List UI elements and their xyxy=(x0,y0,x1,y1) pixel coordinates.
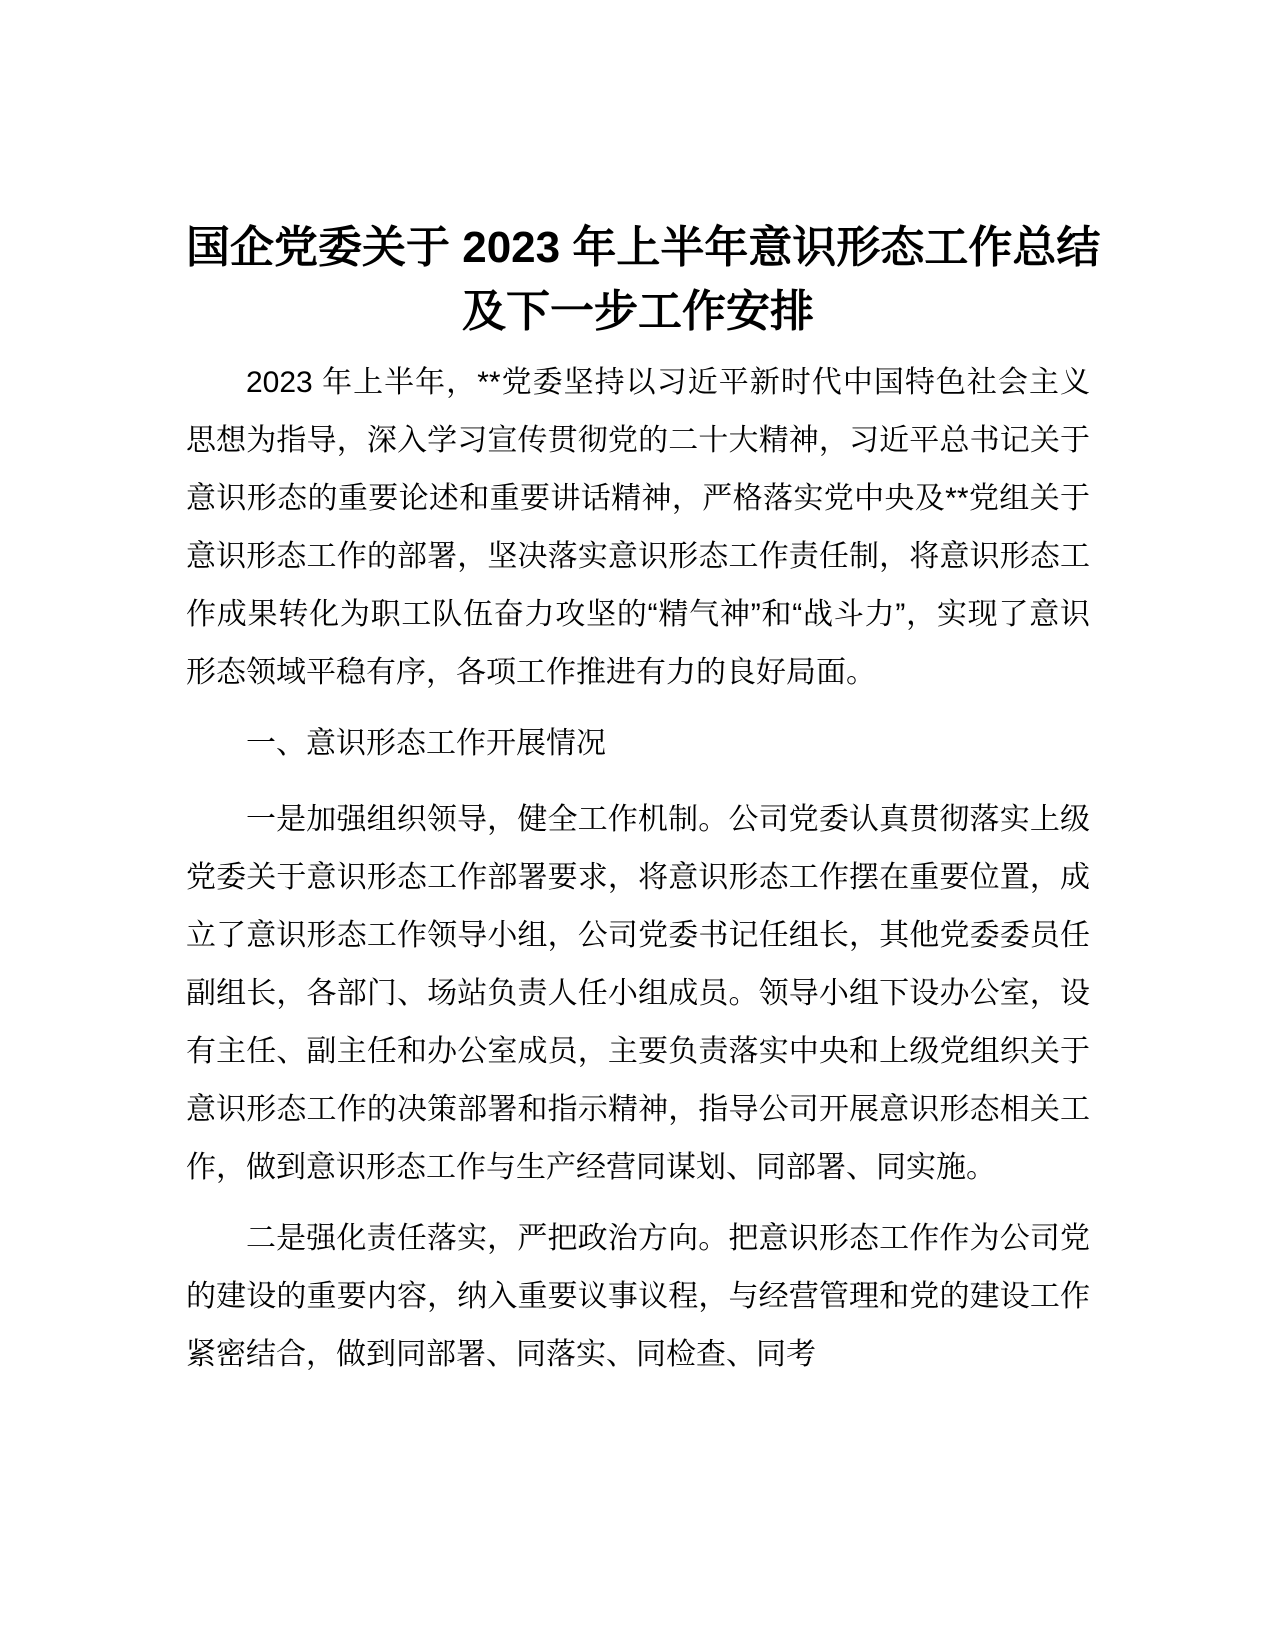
document-title xyxy=(186,216,1101,344)
paragraph-point-2: 二是强化责任落实，严把政治方向。把意识形态工作作为公司党的建设的重要内容，纳入重要议事议程，与经营管理和党的建设工作紧密结合，做到同部署、同落实、同检查、同考 xyxy=(186,1222,1090,1371)
document-title-line-2: 及下一步工作安排 xyxy=(462,287,814,336)
paragraph-intro: 2023 年上半年，**党委坚持以习近平新时代中国特色社会主义思想为指导，深入学习宣传贯彻党的二十大精神，习近平总书记关于意识形态的重要论述和重要讲话精神，严格落实党中央及**党组关于意识形态工作的部署，坚决落实意识形态工作责任制，将意识形态工作成果转化为职工队伍奋力攻坚的“精气神”和“战斗力”，实现了意识形态领域平稳有序，各项工作推进有力的良好局面。 xyxy=(186,366,1090,689)
section-heading-1: 一、意识形态工作开展情况 xyxy=(246,727,606,760)
paragraph-point-1: 一是加强组织领导，健全工作机制。公司党委认真贯彻落实上级党委关于意识形态工作部署要求，将意识形态工作摆在重要位置，成立了意识形态工作领导小组，公司党委书记任组长，其他党委委员任副组长，各部门、场站负责人任小组成员。领导小组下设办公室，设有主任、副主任和办公室成员，主要负责落实中央和上级党组织关于意识形态工作的决策部署和指示精神，指导公司开展意识形态相关工作，做到意识形态工作与生产经营同谋划、同部署、同实施。 xyxy=(186,803,1090,1184)
document-title-line-1: 国企党委关于 2023 年上半年意识形态工作总结 xyxy=(186,223,1101,272)
